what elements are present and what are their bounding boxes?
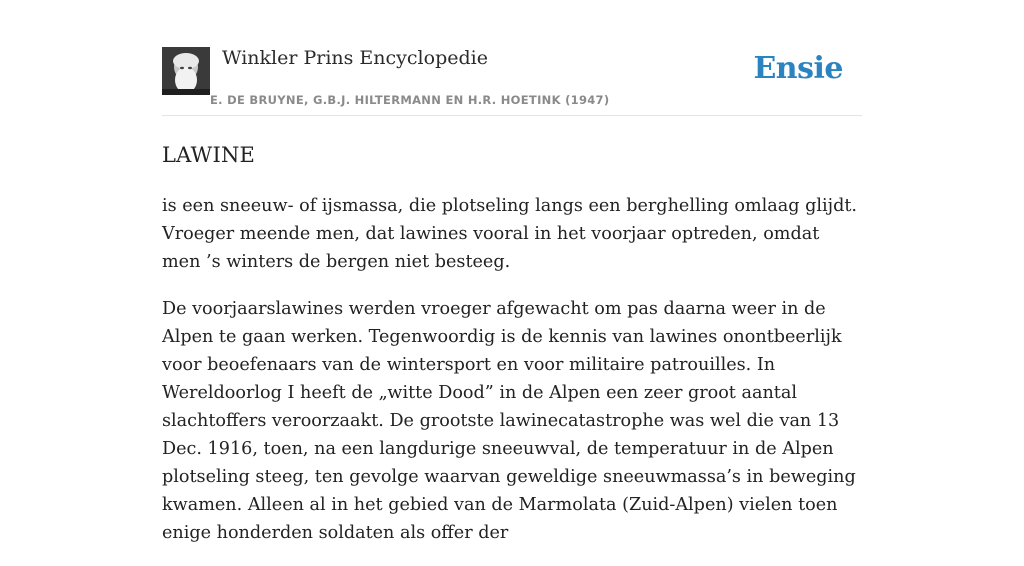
page [162,0,862,543]
author-avatar[interactable] [162,47,210,95]
byline: E. DE BRUYNE, G.B.J. HILTERMANN EN H.R. HOETINK (1947) [210,93,610,107]
article-title: LAWINE [162,143,256,167]
header [162,0,862,116]
paragraph: De voorjaarslawines werden vroeger afgewacht om pas daarna weer in de Alpen te gaan werken. Tegenwoordig is de kennis van lawines onontbeerlijk voor beoefenaars van de wintersport en voor militaire patrouilles. In Wereldoorlog I heeft de „witte Dood” in de Alpen een zeer groot aantal slachtoffers veroorzaakt. De grootste lawinecatastrophe was wel die van 13 Dec. 1916, toen, na een langdurige sneeuwval, de temperatuur in de Alpen plotseling steeg, ten gevolge waarvan geweldige sneeuwmassa’s in beweging kwamen. Alleen al in het gebied van de Marmolata (Zuid-Alpen) vielen toen enige honderden soldaten als offer der [162,299,856,543]
portrait-image [162,47,210,95]
brand-logo[interactable]: Ensie [753,51,843,86]
paragraph: is een sneeuw- of ijsmassa, die plotseling langs een berghelling omlaag glijdt. Vroeger meende men, dat lawines vooral in het voorjaar optreden, omdat men ’s winters de bergen niet besteeg. [162,196,858,272]
site-title[interactable]: Winkler Prins Encyclopedie [222,47,488,69]
article-body [162,192,862,566]
